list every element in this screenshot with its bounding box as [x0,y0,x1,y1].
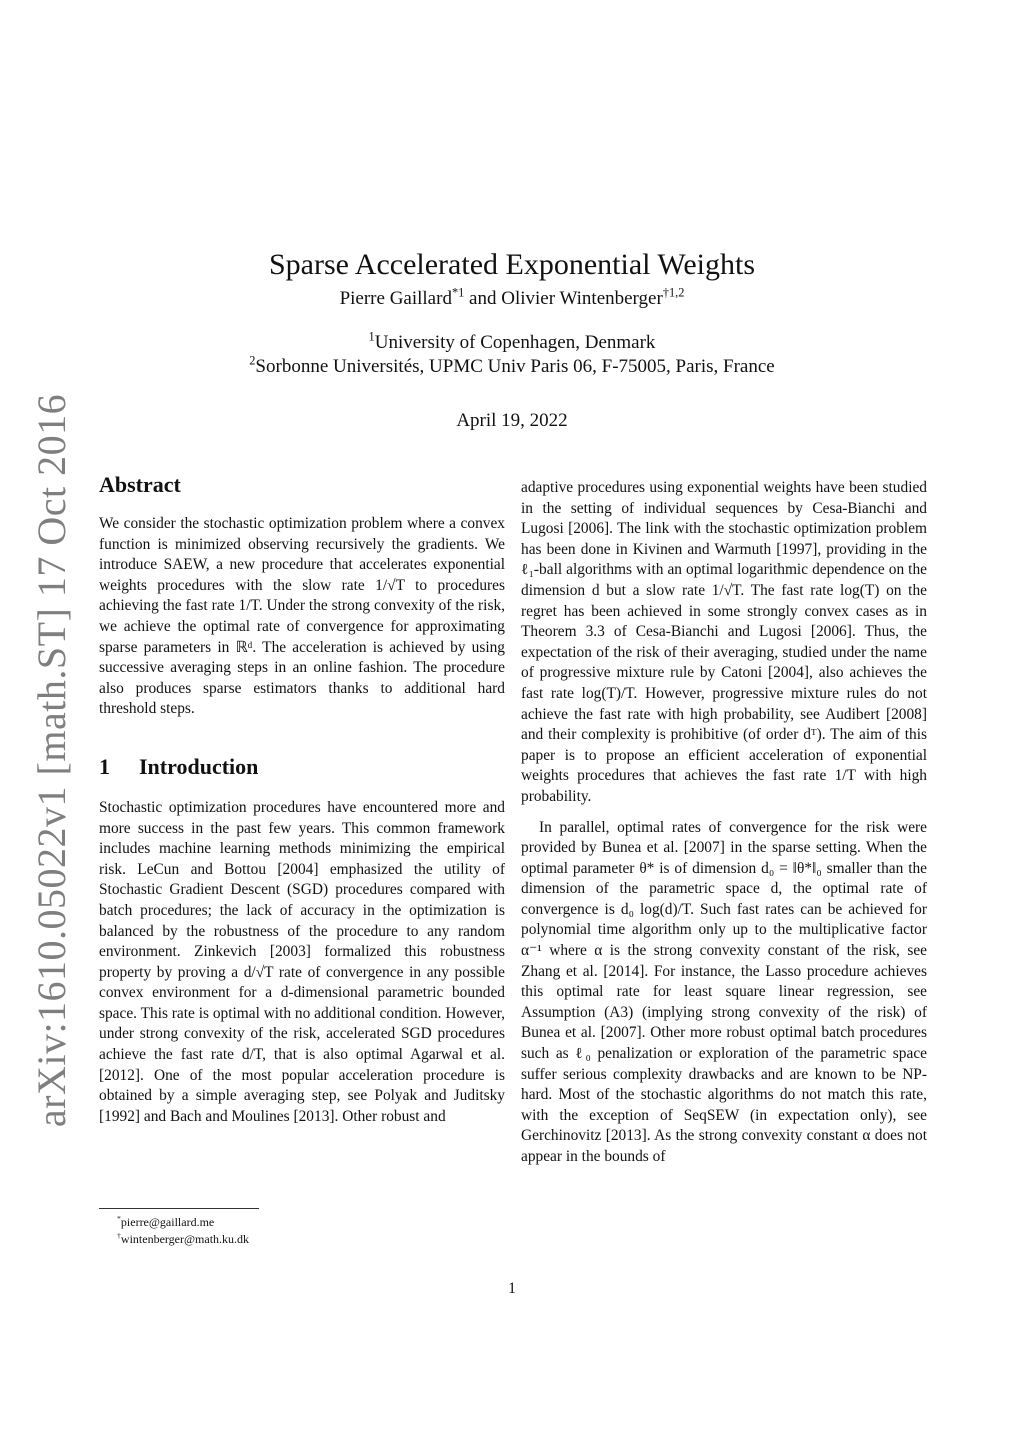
footnote-rule [99,1208,259,1209]
intro-paragraph-2: In parallel, optimal rates of convergence for the risk were provided by Bunea et al. [2007] in the sparse setting. When the optimal parameter θ* is of dimension d₀ = ‖θ*‖₀ smaller than the dimension of the parametric space d, the optimal rate of convergence is d₀ log(d)/T. Such fast rates can be achieved for polynomial time algorithm only up to the multiplicative factor α⁻¹ where α is the strong convexity constant of the risk, see Zhang et al. [2014]. For instance, the Lasso procedure achieves this optimal rate for least square linear regression, see Assumption (A3) (implying strong convexity of the risk) of Bunea et al. [2007]. Other more robust optimal batch procedures such as ℓ₀ penalization or exploration of the parametric space suffer serious complexity drawbacks and are known to be NP-hard. Most of the stochastic algorithms do not match this rate, with the exception of SeqSEW (in expectation only), see Gerchinovitz [2013]. As the strong convexity constant α does not appear in the bounds of [521,818,927,1165]
abstract-heading: Abstract [99,472,181,497]
affiliation-1 [0,329,1024,354]
author-1: Pierre Gaillard [339,288,452,309]
left-column [99,470,505,1127]
right-column [521,478,927,1168]
intro-number: 1 [99,753,110,779]
intro-paragraph-1: Stochastic optimization procedures have encountered more and more success in the past few years. This common framework includes machine learning methods minimizing the empirical risk. LeCun and Bottou [2004] emphasized the utility of Stochastic Gradient Descent (SGD) procedures compared with batch procedures; the lack of accuracy in the optimization is balanced by the robustness of the procedure to any random environment. Zinkevich [2003] formalized this robustness property by proving a d/√T rate of convergence in any possible convex environment for a d-dimensional parametric bounded space. This rate is optimal with no additional condition. However, under strong convexity of the risk, accelerated SGD procedures achieve the fast rate d/T, that is also optimal Agarwal et al. [2012]. One of the most popular acceleration procedure is obtained by a simple averaging step, see Polyak and Juditsky [1992] and Bach and Moulines [2013]. Other robust and [99,798,506,1125]
paper-date: April 19, 2022 [456,410,568,431]
footnote-1 [99,1214,399,1231]
affiliation-2-text: Sorbonne Universités, UPMC Univ Paris 06, F-75005, Paris, France [255,356,775,377]
footnote-1-text: pierre@gaillard.me [120,1215,215,1229]
author-1-marks: *1 [451,285,465,300]
arxiv-id: arXiv:1610.05022v1 [math.ST] 17 Oct 2016 [29,393,75,1127]
paper-title: Sparse Accelerated Exponential Weights [268,248,756,282]
affiliation-1-text: University of Copenhagen, Denmark [374,332,656,353]
author-2-marks: †1,2 [662,285,685,300]
footnote-2-text: wintenberger@math.ku.dk [120,1232,250,1246]
footnote-1-mark: * [117,1214,121,1223]
author-2: Olivier Wintenberger [501,288,663,309]
intro-heading [99,752,505,782]
affiliation-2-mark: 2 [249,353,256,368]
author-line [0,285,1024,310]
footnote-2 [99,1231,399,1248]
intro-heading-text: Introduction [139,753,259,779]
page-number: 1 [508,1280,516,1297]
footnotes [99,1208,399,1248]
affiliation-2 [0,353,1024,378]
author-connector: and [469,288,497,309]
intro-paragraph-1-continued: adaptive procedures using exponential weights have been studied in the setting of individual sequences by Cesa-Bianchi and Lugosi [2006]. The link with the stochastic optimization problem has been done in Kivinen and Warmuth [1997], providing in the ℓ₁-ball algorithms with an optimal logarithmic dependence on the dimension d but a slow rate 1/√T. The fast rate log(T) on the regret has been achieved in some strongly convex cases as in Theorem 3.3 of Cesa-Bianchi and Lugosi [2006]. Thus, the expectation of the risk of their averaging, studied under the name of progressive mixture rule by Catoni [2004], also achieves the fast rate log(T)/T. However, progressive mixture rules do not achieve the fast rate with high probability, see Audibert [2008] and their complexity is prohibitive (of order dᵀ). The aim of this paper is to propose an efficient acceleration of exponential weights procedures that achieves the fast rate 1/T with high probability. [521,479,927,805]
footnote-2-mark: † [117,1231,121,1240]
affiliation-1-mark: 1 [368,329,375,344]
arxiv-stamp [24,393,80,1127]
abstract-text: We consider the stochastic optimization problem where a convex function is minimized observing recursively the gradients. We introduce SAEW, a new procedure that accelerates exponential weights procedures with the slow rate 1/√T to procedures achieving the fast rate 1/T. Under the strong convexity of the risk, we achieve the optimal rate of convergence for approximating sparse parameters in ℝᵈ. The acceleration is achieved by using successive averaging steps in an online fashion. The procedure also produces sparse estimators thanks to additional hard threshold steps. [99,515,505,718]
